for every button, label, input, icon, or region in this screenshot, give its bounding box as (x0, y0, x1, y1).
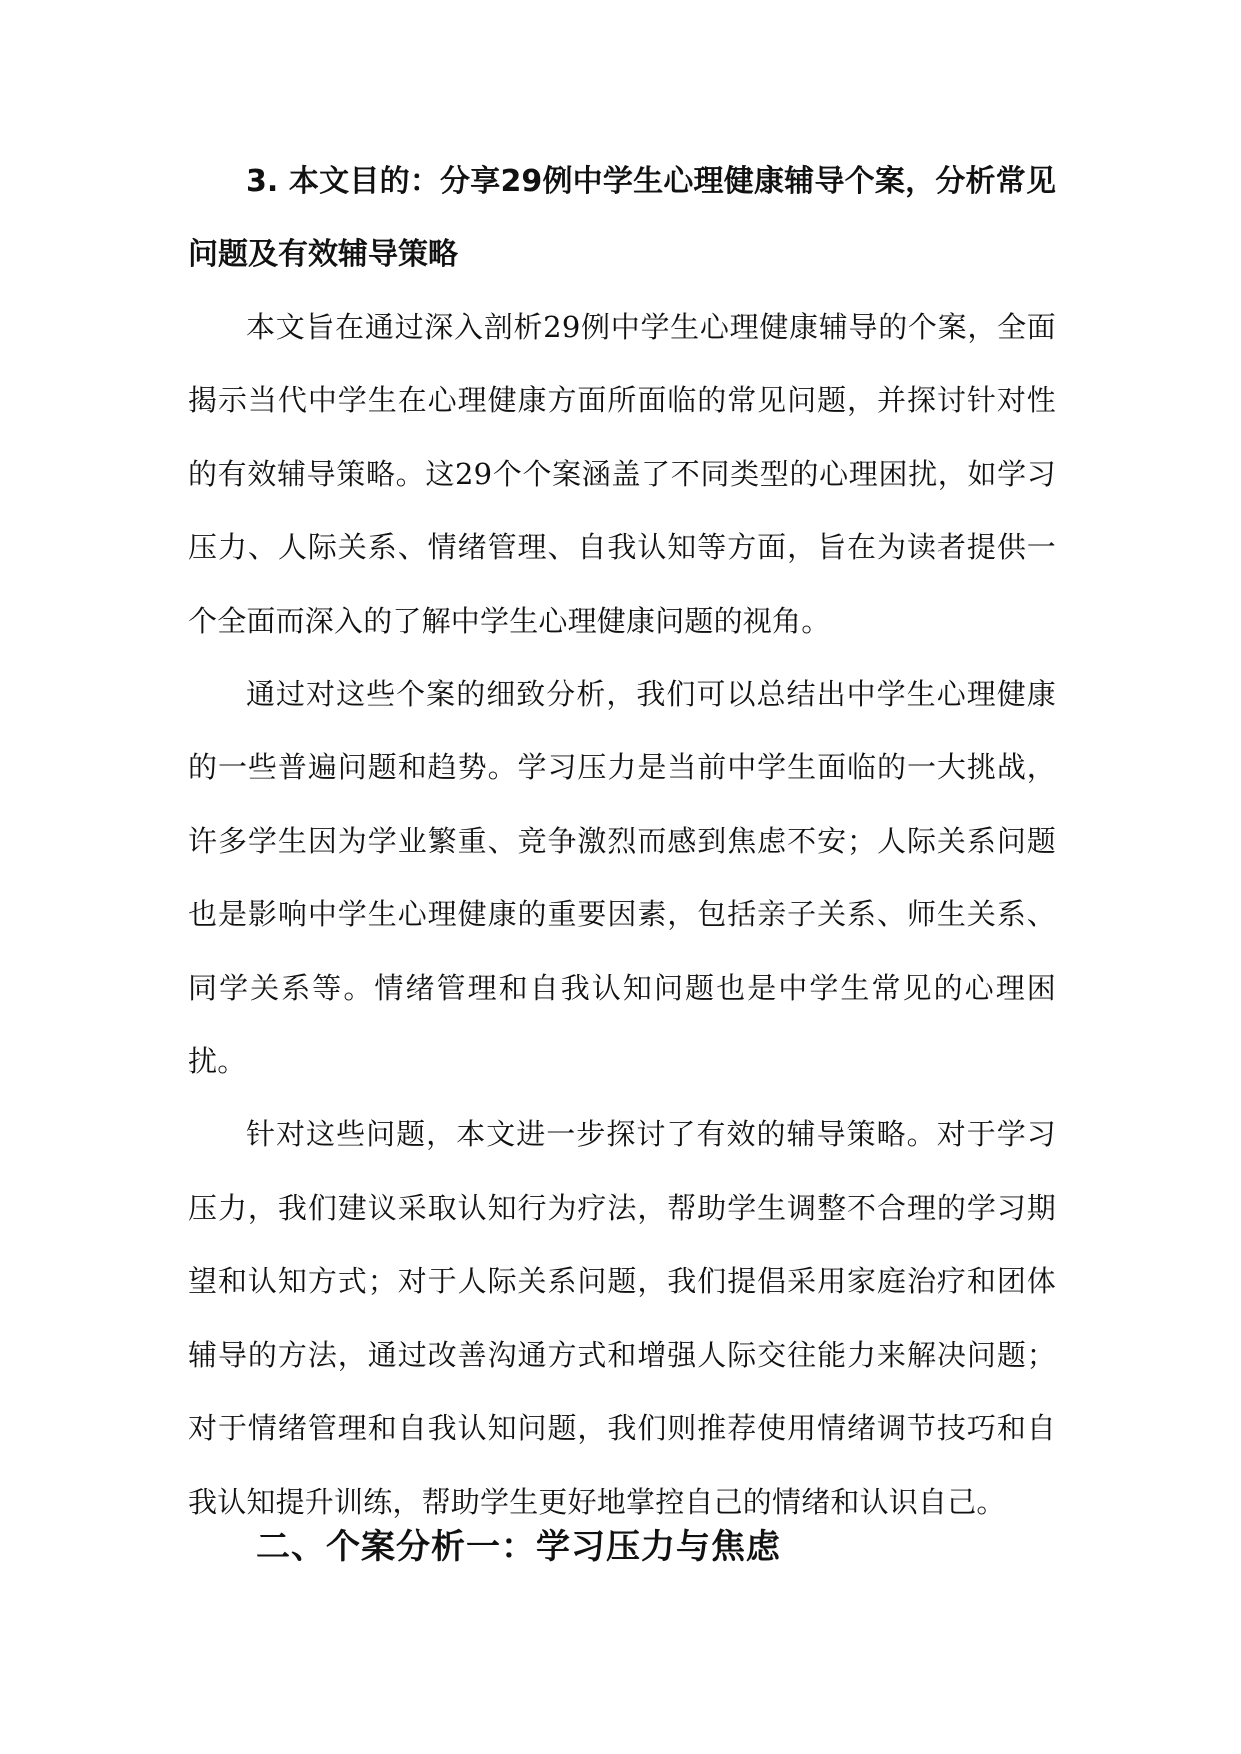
section-heading: 3. 本文目的：分享29例中学生心理健康辅导个案，分析常见问题及有效辅导策略 (188, 164, 1056, 272)
page-content (188, 145, 1056, 1539)
paragraph-purpose: 本文旨在通过深入剖析29例中学生心理健康辅导的个案，全面揭示当代中学生在心理健康方面所面临的常见问题，并探讨针对性的有效辅导策略。这29个个案涵盖了不同类型的心理困扰，如学习压力、人际关系、情绪管理、自我认知等方面，旨在为读者提供一个全面而深入的了解中学生心理健康问题的视角。 (188, 310, 1056, 638)
chapter-heading: 二、个案分析一：学习压力与焦虑 (256, 1527, 781, 1567)
paragraph-analysis: 通过对这些个案的细致分析，我们可以总结出中学生心理健康的一些普遍问题和趋势。学习压力是当前中学生面临的一大挑战，许多学生因为学业繁重、竞争激烈而感到焦虑不安；人际关系问题也是影响中学生心理健康的重要因素，包括亲子关系、师生关系、同学关系等。情绪管理和自我认知问题也是中学生常见的心理困扰。 (188, 677, 1056, 1079)
paragraph-strategies: 针对这些问题，本文进一步探讨了有效的辅导策略。对于学习压力，我们建议采取认知行为疗法，帮助学生调整不合理的学习期望和认知方式；对于人际关系问题，我们提倡采用家庭治疗和团体辅导的方法，通过改善沟通方式和增强人际交往能力来解决问题；对于情绪管理和自我认知问题，我们则推荐使用情绪调节技巧和自我认知提升训练，帮助学生更好地掌控自己的情绪和认识自己。 (188, 1117, 1056, 1519)
